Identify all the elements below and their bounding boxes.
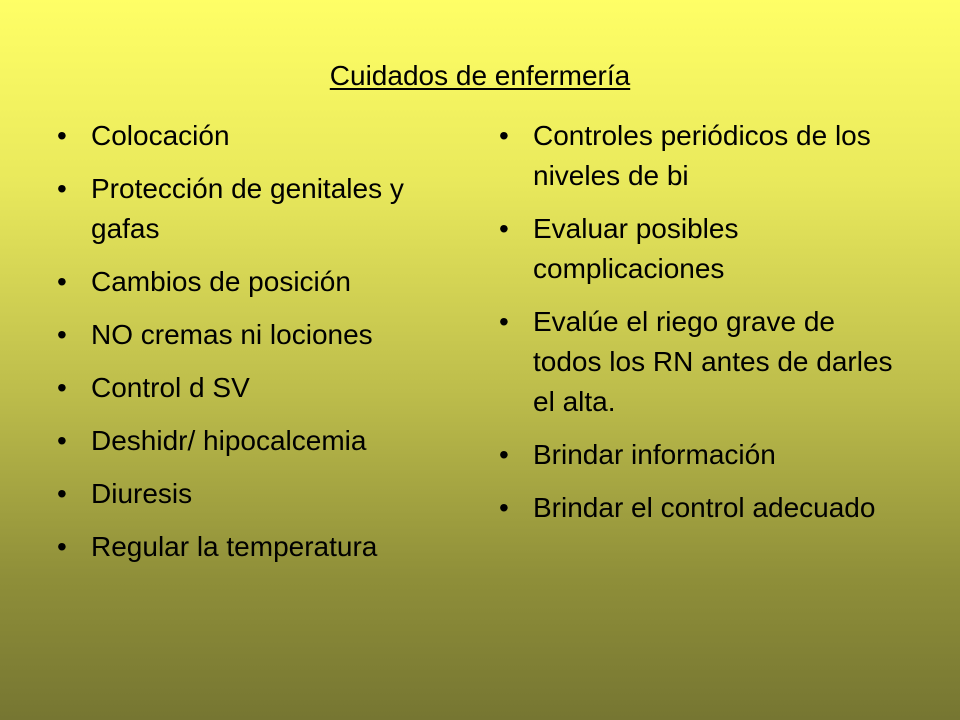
list-item: • Controles periódicos de los niveles de bi: [499, 116, 899, 196]
list-item: • Protección de genitales y gafas: [57, 169, 457, 249]
list-item: • Brindar el control adecuado: [499, 488, 899, 528]
list-item: • Colocación: [57, 116, 457, 156]
list-item: • Evalúe el riego grave de todos los RN antes de darles el alta.: [499, 302, 899, 422]
list-item: • Cambios de posición: [57, 262, 457, 302]
list-item: • Regular la temperatura: [57, 527, 457, 567]
list-item: • Evaluar posibles complicaciones: [499, 209, 899, 289]
slide-title: Cuidados de enfermería: [329, 60, 631, 91]
right-bullet-list: [499, 116, 899, 541]
list-item: • Control d SV: [57, 368, 457, 408]
list-item: • Brindar información: [499, 435, 899, 475]
left-bullet-list: [57, 116, 457, 580]
list-item: • Diuresis: [57, 474, 457, 514]
list-item: • NO cremas ni lociones: [57, 315, 457, 355]
list-item: • Deshidr/ hipocalcemia: [57, 421, 457, 461]
